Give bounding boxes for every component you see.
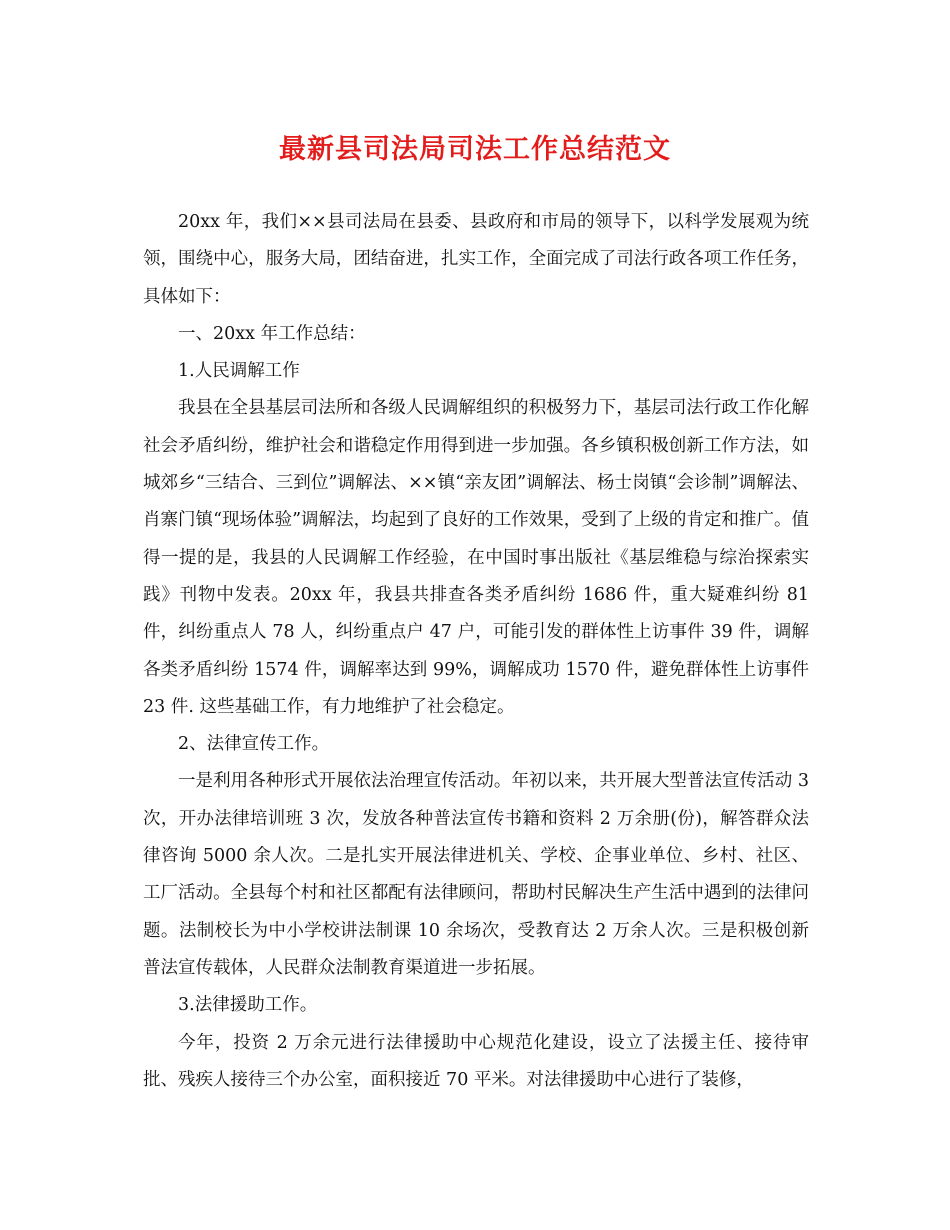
paragraph-mediation: 我县在全县基层司法所和各级人民调解组织的积极努力下，基层司法行政工作化解社会矛盾纠纷，维护社会和谐稳定作用得到进一步加强。各乡镇积极创新工作方法，如城郊乡“三结合、三到位”调解法、××镇“亲友团”调解法、杨士岗镇“会诊制”调解法、肖寨门镇“现场体验”调解法，均起到了良好的工作效果，受到了上级的肯定和推广。值得一提的是，我县的人民调解工作经验，在中国时事出版社《基层维稳与综治探索实践》刊物中发表。20xx 年，我县共排查各类矛盾纠纷 1686 件，重大疑难纠纷 81 件，纠纷重点人 78 人，纠纷重点户 47 户，可能引发的群体性上访事件 39 件，调解各类矛盾纠纷 1574 件，调解率达到 99%，调解成功 1570 件，避免群体性上访事件 23 件. 这些基础工作，有力地维护了社会稳定。: [143, 398, 809, 717]
heading-legal-publicity: 2、法律宣传工作。: [178, 734, 330, 755]
heading-mediation-work: 1.人民调解工作: [178, 361, 300, 382]
heading-section-one: 一、20xx 年工作总结：: [178, 323, 366, 344]
paragraph-legal-publicity: 一是利用各种形式开展依法治理宣传活动。年初以来，共开展大型普法宣传活动 3 次，开办法律培训班 3 次，发放各种普法宣传书籍和资料 2 万余册(份)，解答群众法律咨询 5000 余人次。二是扎实开展法律进机关、学校、企事业单位、乡村、社区、工厂活动。全县每个村和社区都配有法律顾问，帮助村民解决生产生活中遇到的法律问题。法制校长为中小学校讲法制课 10 余场次，受教育达 2 万余人次。三是积极创新普法宣传载体，人民群众法制教育渠道进一步拓展。: [143, 771, 809, 978]
paragraph-intro: 20xx 年，我们××县司法局在县委、县政府和市局的领导下，以科学发展观为统领，围绕中心，服务大局，团结奋进，扎实工作，全面完成了司法行政各项工作任务，具体如下：: [143, 212, 809, 307]
document-title: 最新县司法局司法工作总结范文: [279, 134, 671, 165]
document-body: [143, 204, 809, 1099]
paragraph-legal-aid: 今年，投资 2 万余元进行法律援助中心规范化建设，设立了法援主任、接待审批、残疾人接待三个办公室，面积接近 70 平米。对法律援助中心进行了装修，: [143, 1032, 809, 1090]
heading-legal-aid: 3.法律援助工作。: [178, 995, 318, 1016]
